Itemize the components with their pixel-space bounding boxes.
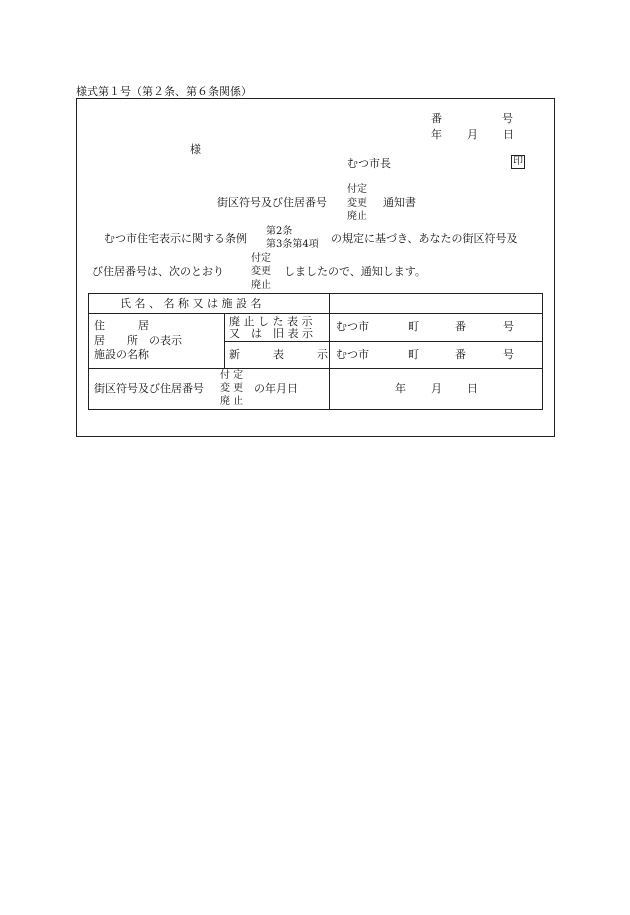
notice-title-option-1: 付定: [347, 184, 367, 195]
date-label-suffix: の年月日: [254, 382, 298, 395]
old-address-city: むつ市: [336, 320, 369, 333]
table-border-top: [88, 293, 543, 294]
ordinance-ref-2: 第3条第4項: [266, 239, 319, 250]
date-month: 月: [467, 128, 478, 141]
date-label-prefix: 街区符号及び住居番号: [94, 382, 204, 395]
effective-year: 年: [395, 382, 406, 395]
new-address-ban: 番: [455, 348, 466, 361]
table-col-line-sub: [224, 313, 225, 369]
new-label: 新 表 示: [229, 348, 328, 361]
table-col-line-main: [329, 293, 330, 410]
body-line1-suffix: の規定に基づき、あなたの街区符号及: [331, 232, 518, 245]
effective-month: 月: [431, 382, 442, 395]
body-line1-prefix: むつ市住宅表示に関する条例: [104, 232, 247, 245]
addressee-sama: 様: [190, 143, 201, 156]
notice-title-option-2: 変更: [347, 198, 367, 209]
body-option-2: 変更: [251, 266, 271, 277]
notice-title-prefix: 街区符号及び住居番号: [217, 196, 327, 209]
old-label-line1: 廃 止 し た 表 示: [229, 315, 313, 328]
new-address-town: 町: [408, 348, 419, 361]
left-label-dwelling: 居 所 の表示: [94, 334, 182, 347]
table-border-left: [88, 293, 89, 410]
new-address-city: むつ市: [336, 348, 369, 361]
table-row-line-2: [224, 341, 543, 342]
body-line2-prefix: び住居番号は、次のとおり: [92, 265, 224, 278]
name-header: 氏 名 、 名 称 又 は 施 設 名: [120, 297, 262, 310]
date-option-3: 廃 止: [220, 396, 244, 407]
table-border-right: [542, 293, 543, 410]
issuer: むつ市長: [347, 157, 391, 170]
date-option-1: 付 定: [220, 370, 244, 381]
body-line2-suffix: しましたので、通知します。: [284, 265, 426, 278]
old-address-go: 号: [503, 320, 514, 333]
table-border-bottom: [88, 409, 543, 410]
form-title: 様式第１号（第２条、第６条関係）: [76, 85, 252, 98]
number-suffix: 号: [502, 112, 513, 125]
effective-day: 日: [467, 382, 478, 395]
left-label-facility: 施設の名称: [94, 348, 149, 361]
seal-stamp: 印: [513, 156, 523, 167]
body-option-3: 廃止: [251, 280, 271, 291]
notice-title-suffix: 通知書: [383, 196, 416, 209]
table-row-line-3: [88, 368, 543, 369]
date-year: 年: [431, 128, 442, 141]
new-address-go: 号: [503, 348, 514, 361]
old-address-town: 町: [408, 320, 419, 333]
ordinance-ref-1: 第2条: [266, 226, 293, 237]
body-option-1: 付定: [251, 253, 271, 264]
date-day: 日: [503, 128, 514, 141]
number-label: 番: [431, 112, 442, 125]
table-row-line-1: [88, 313, 543, 314]
notice-title-option-3: 廃止: [347, 211, 367, 222]
old-address-ban: 番: [455, 320, 466, 333]
date-option-2: 変 更: [220, 383, 244, 394]
left-label-residence: 住 居: [94, 319, 149, 332]
old-label-line2: 又 は 旧 表 示: [229, 327, 313, 340]
